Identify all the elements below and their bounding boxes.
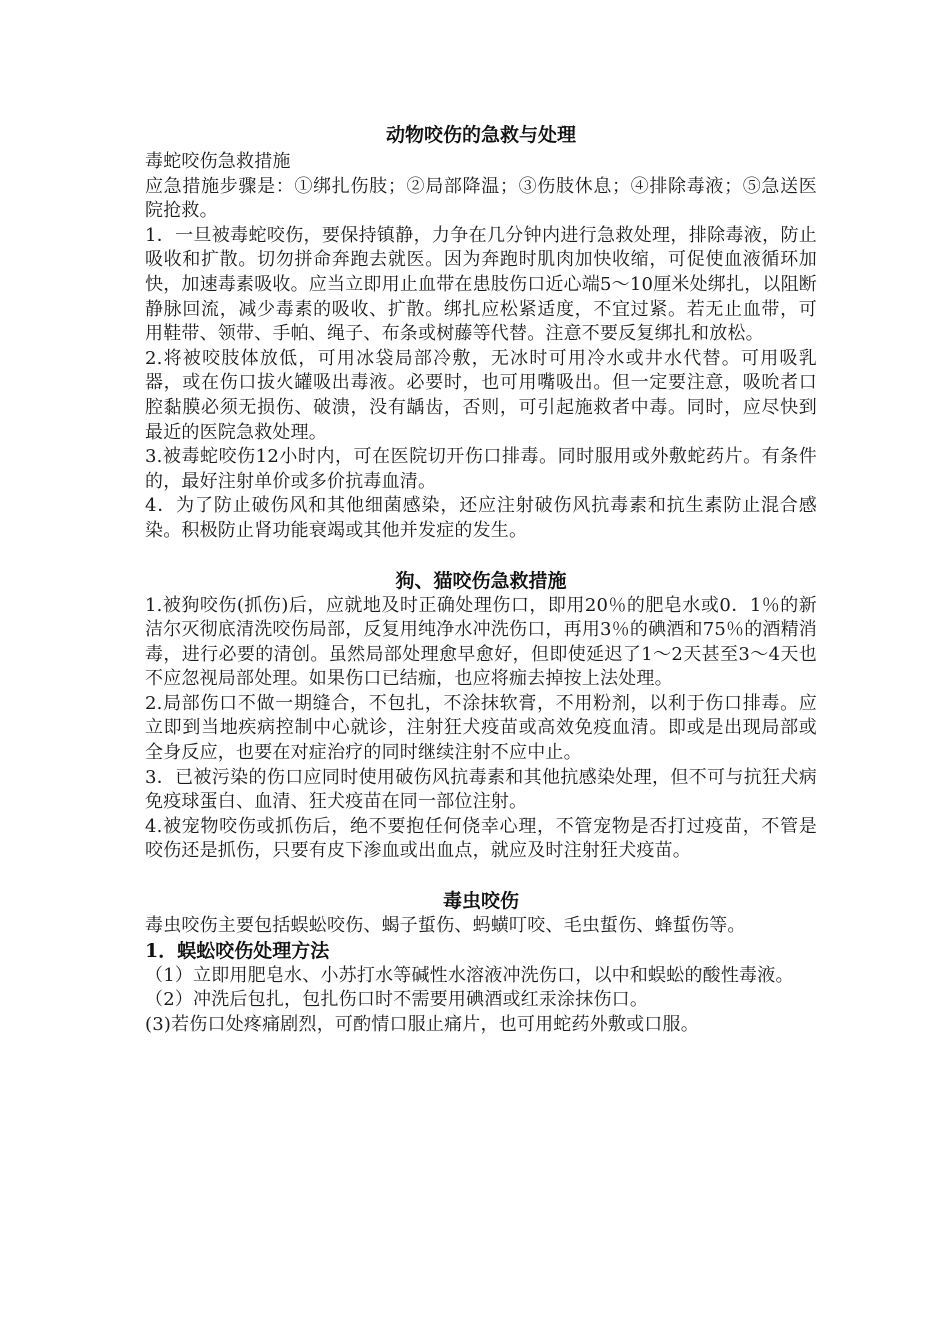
snake-paragraph: 2.将被咬肢体放低，可用冰袋局部冷敷，无冰时可用冷水或井水代替。可用吸乳器，或在伤口拔火罐吸出毒液。必要时，也可用嘴吸出。但一定要注意，吸吮者口腔黏膜必须无损伤、破溃，没有龋齿，否则，可引起施救者中毒。同时，应尽快到最近的医院急救处理。 [145, 347, 817, 443]
snake-paragraph: 1．一旦被毒蛇咬伤，要保持镇静，力争在几分钟内进行急救处理，排除毒液，防止吸收和扩散。切勿拼命奔跑去就医。因为奔跑时肌肉加快收缩，可促使血液循环加快，加速毒素吸收。应当立即用止血带在患肢伤口近心端5～10厘米处绑扎，以阻断静脉回流，减少毒素的吸收、扩散。绑扎应松紧适度，不宜过紧。若无止血带，可用鞋带、领带、手帕、绳子、布条或树藤等代替。注意不要反复绑扎和放松。 [145, 224, 817, 345]
document-title: 动物咬伤的急救与处理 [385, 124, 576, 146]
insect-section-heading: 毒虫咬伤 [442, 890, 519, 913]
section-spacer [145, 864, 817, 888]
dogcat-paragraph: 1.被狗咬伤(抓伤)后，应就地及时正确处理伤口，即用20％的肥皂水或0．1％的新洁尔灭彻底清洗咬伤局部，反复用纯净水冲洗伤口，再用3％的碘酒和75％的酒精消毒，进行必要的清创。虽然局部处理愈早愈好，但即使延迟了1～2天甚至3～4天也不应忽视局部处理。如果伤口已结痂，也应将痂去掉按上法处理。 [145, 594, 817, 690]
snake-paragraph: 4．为了防止破伤风和其他细菌感染，还应注射破伤风抗毒素和抗生素防止混合感染。积极防止肾功能衰竭或其他并发症的发生。 [145, 495, 817, 541]
dogcat-paragraph: 4.被宠物咬伤或抓伤后，绝不要抱任何侥幸心理，不管宠物是否打过疫苗，不管是咬伤还是抓伤，只要有皮下渗血或出血点，就应及时注射狂犬疫苗。 [145, 815, 817, 862]
snake-section-heading: 毒蛇咬伤急救措施 [145, 151, 291, 172]
dogcat-paragraph: 3．已被污染的伤口应同时使用破伤风抗毒素和其他抗感染处理，但不可与抗狂犬病免疫球蛋白、血清、狂犬疫苗在同一部位注射。 [145, 766, 817, 813]
section-spacer [145, 544, 817, 568]
centipede-paragraph: (3)若伤口处疼痛剧烈，可酌情口服止痛片，也可用蛇药外敷或口服。 [145, 1013, 699, 1035]
centipede-subheading: 1．蜈蚣咬伤处理方法 [145, 939, 330, 962]
snake-paragraph: 3.被毒蛇咬伤12小时内，可在医院切开伤口排毒。同时服用或外敷蛇药片。有条件的，最好注射单价或多价抗毒血清。 [145, 446, 817, 492]
centipede-paragraph: （2）冲洗后包扎，包扎伤口时不需要用碘酒或红汞涂抹伤口。 [145, 989, 649, 1011]
insect-intro: 毒虫咬伤主要包括蜈蚣咬伤、蝎子蜇伤、蚂蟥叮咬、毛虫蜇伤、蜂蜇伤等。 [145, 915, 746, 937]
dogcat-paragraph: 2.局部伤口不做一期缝合，不包扎，不涂抹软膏，不用粉剂，以利于伤口排毒。应立即到当地疾病控制中心就诊，注射狂犬疫苗或高效免疫血清。即或是出现局部或全身反应，也要在对症治疗的同时继续注射不应中止。 [145, 692, 817, 764]
document-page [145, 120, 817, 1037]
centipede-paragraph: （1）立即用肥皂水、小苏打水等碱性水溶液冲洗伤口，以中和蜈蚣的酸性毒液。 [145, 964, 794, 986]
snake-paragraph: 应急措施步骤是：①绑扎伤肢；②局部降温；③伤肢休息；④排除毒液；⑤急送医院抢救。 [145, 175, 817, 222]
dogcat-section-heading: 狗、猫咬伤急救措施 [395, 569, 567, 592]
